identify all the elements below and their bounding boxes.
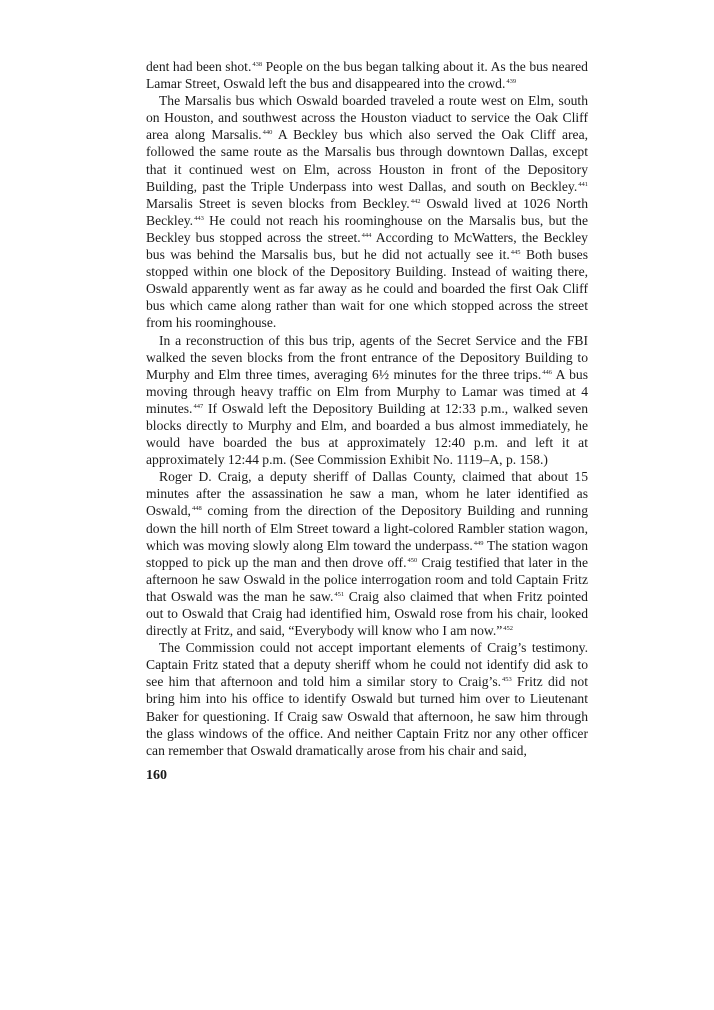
text-run: If Oswald left the Depository Building at 12:33 p.m., walked seven blocks directly to Murphy and Elm, and boarded a bus almost immediately, he would have boarded the bus at approximately 12:40 p.m. and left it at approximately 12:44 p.m. (See Commission Exhibit No. 1119–A, p. 158.) xyxy=(146,400,588,468)
footnote-marker: 438 xyxy=(252,61,263,68)
text-run: Craig also claimed that when Fritz pointed out to Oswald that Craig had identified him, Oswald rose from his chair, looked directly at Fritz, and said, “Everybody will know who I am now.” xyxy=(146,588,588,639)
paragraph xyxy=(146,58,588,92)
text-run: Both buses stopped within one block of the Depository Building. Instead of waiting there, Oswald apparently went as far away as he could and boarded the first Oak Cliff bus which came along rather than wait for one which stopped across the street from his roominghouse. xyxy=(146,247,588,331)
text-run: He could not reach his roominghouse on the Marsalis bus, but the Beckley bus stopped across the street. xyxy=(146,212,588,245)
footnote-marker: 445 xyxy=(510,249,521,257)
footnote-marker: 453 xyxy=(502,676,512,684)
footnote-marker: 443 xyxy=(194,214,204,222)
text-run: coming from the direction of the Depository Building and running down the hill north of Elm Street toward a light-colored Rambler station wagon, which was moving slowly along Elm toward the underpass. xyxy=(146,503,588,553)
text-run: The station wagon stopped to pick up the man and then drove off. xyxy=(146,537,589,570)
footnote-marker: 442 xyxy=(410,197,421,205)
footnote-marker: 446 xyxy=(542,368,552,376)
text-run: The Commission could not accept important elements of Craig’s testimony. Captain Fritz stated that a deputy sheriff whom he could not identify did ask to see him that afternoon and told him a similar story to Craig’s. xyxy=(146,640,588,690)
text-run: People on the bus began talking about it. As the bus neared Lamar Street, Oswald left the bus and disappeared into the crowd. xyxy=(146,59,588,92)
footnote-marker: 447 xyxy=(193,402,204,410)
footnote-marker: 441 xyxy=(578,180,588,188)
text-run: Fritz did not bring him into his office to identify Oswald but turned him over to Lieutenant Baker for questioning. If Craig saw Oswald that afternoon, he saw him through the glass windows of the office. And neither Captain Fritz nor any other officer can remember that Oswald dramatically arose from his chair and said, xyxy=(146,674,588,758)
text-run: Oswald lived at 1026 North Beckley. xyxy=(146,195,589,228)
footnote-marker: 451 xyxy=(334,590,345,598)
text-run: The Marsalis bus which Oswald boarded traveled a route west on Elm, south on Houston, and southwest across the Houston viaduct to service the Oak Cliff area along Marsalis. xyxy=(146,93,588,143)
page-text-block xyxy=(146,58,588,784)
text-run: In a reconstruction of this bus trip, agents of the Secret Service and the FBI walked the seven blocks from the front entrance of the Depository Building to Murphy and Elm three times, averaging 6½ minutes for the three trips. xyxy=(146,332,588,382)
paragraph xyxy=(146,92,588,331)
text-run: Roger D. Craig, a deputy sheriff of Dallas County, claimed that about 15 minutes after the assassination he saw a man, whom he later identified as Oswald, xyxy=(146,469,588,519)
text-run: A Beckley bus which also served the Oak Cliff area, followed the same route as the Marsalis bus through downtown Dallas, except that it continued west on Elm, across Houston in front of the Depository Building, past the Triple Underpass into west Dallas, and south on Beckley. xyxy=(146,127,589,194)
footnote-marker: 439 xyxy=(506,78,517,86)
paragraph xyxy=(146,468,588,639)
footnote-marker: 440 xyxy=(262,129,273,137)
text-run: Marsalis Street is seven blocks from Beckley. xyxy=(146,195,410,211)
footnote-marker: 448 xyxy=(191,505,202,513)
body-text xyxy=(146,58,588,759)
footnote-marker: 449 xyxy=(473,539,484,547)
footnote-marker: 444 xyxy=(361,231,372,239)
paragraph xyxy=(146,332,588,469)
text-run: Craig testified that later in the afternoon he saw Oswald in the police interrogation room and told Captain Fritz that Oswald was the man he saw. xyxy=(146,554,588,604)
footnote-marker: 452 xyxy=(503,625,513,633)
footnote-marker: 450 xyxy=(407,556,418,564)
text-run: According to McWatters, the Beckley bus was behind the Marsalis bus, but he did not actually see it. xyxy=(146,229,588,263)
paragraph xyxy=(146,639,588,759)
text-run: dent had been shot. xyxy=(146,59,252,74)
text-run: A bus moving through heavy traffic on Elm from Murphy to Lamar was timed at 4 minutes. xyxy=(146,366,588,416)
page-number: 160 xyxy=(146,767,167,783)
